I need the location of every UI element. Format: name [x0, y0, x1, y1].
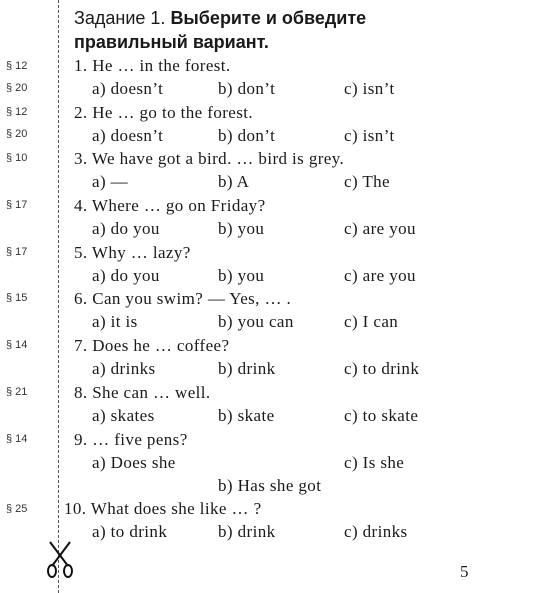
question-text: 3. We have got a bird. … bird is grey.	[74, 149, 345, 168]
option-a[interactable]: a) do you	[92, 219, 160, 238]
option-b[interactable]: b) you can	[218, 312, 294, 331]
section-ref: § 17	[6, 246, 28, 258]
option-c[interactable]: c) are you	[344, 219, 416, 238]
option-b[interactable]: b) A	[218, 172, 250, 191]
option-c[interactable]: c) to drink	[344, 359, 420, 378]
option-c[interactable]: c) isn’t	[344, 126, 395, 145]
option-a[interactable]: a) drinks	[92, 359, 156, 378]
option-c[interactable]: c) isn’t	[344, 79, 395, 98]
question-text: 1. He … in the forest.	[74, 56, 231, 75]
option-a[interactable]: a) doesn’t	[92, 126, 164, 145]
option-c[interactable]: c) drinks	[344, 522, 408, 541]
scissors-icon	[44, 540, 76, 580]
task-number: Задание 1.	[74, 8, 166, 28]
option-b[interactable]: b) drink	[218, 522, 276, 541]
task-title-line2: правильный вариант.	[74, 32, 269, 52]
cut-line	[58, 0, 59, 593]
question-text: 7. Does he … coffee?	[74, 336, 230, 355]
question-text: 2. He … go to the forest.	[74, 103, 254, 122]
question-text: 5. Why … lazy?	[74, 243, 191, 262]
section-ref: § 14	[6, 433, 28, 445]
option-c[interactable]: c) to skate	[344, 406, 419, 425]
option-c[interactable]: c) Is she	[344, 453, 405, 472]
option-b[interactable]: b) don’t	[218, 126, 276, 145]
question-text: 9. … five pens?	[74, 430, 188, 449]
section-ref: § 12	[6, 106, 28, 118]
question-text: 4. Where … go on Friday?	[74, 196, 266, 215]
section-ref: § 20	[6, 128, 28, 140]
option-b[interactable]: b) don’t	[218, 79, 276, 98]
task-header	[74, 6, 366, 54]
option-c[interactable]: c) I can	[344, 312, 399, 331]
section-ref: § 14	[6, 339, 28, 351]
question-text: 6. Can you swim? — Yes, … .	[74, 289, 292, 308]
section-ref: § 25	[6, 503, 28, 515]
option-b[interactable]: b) Has she got	[218, 476, 322, 495]
section-ref: § 21	[6, 386, 28, 398]
section-ref: § 20	[6, 82, 28, 94]
section-ref: § 10	[6, 152, 28, 164]
option-a[interactable]: a) —	[92, 172, 129, 191]
option-a[interactable]: a) skates	[92, 406, 155, 425]
option-a[interactable]: a) to drink	[92, 522, 168, 541]
task-title-line1: Выберите и обведите	[170, 8, 367, 28]
option-a[interactable]: a) Does she	[92, 453, 176, 472]
question-text: 10. What does she like … ?	[64, 499, 262, 518]
option-a[interactable]: a) it is	[92, 312, 138, 331]
option-c[interactable]: c) are you	[344, 266, 416, 285]
question-text: 8. She can … well.	[74, 383, 211, 402]
page-number: 5	[460, 562, 469, 581]
option-b[interactable]: b) you	[218, 219, 265, 238]
option-a[interactable]: a) doesn’t	[92, 79, 164, 98]
section-ref: § 17	[6, 199, 28, 211]
option-c[interactable]: c) The	[344, 172, 390, 191]
section-ref: § 12	[6, 60, 28, 72]
section-ref: § 15	[6, 292, 28, 304]
option-b[interactable]: b) you	[218, 266, 265, 285]
option-b[interactable]: b) drink	[218, 359, 276, 378]
option-a[interactable]: a) do you	[92, 266, 160, 285]
option-b[interactable]: b) skate	[218, 406, 275, 425]
